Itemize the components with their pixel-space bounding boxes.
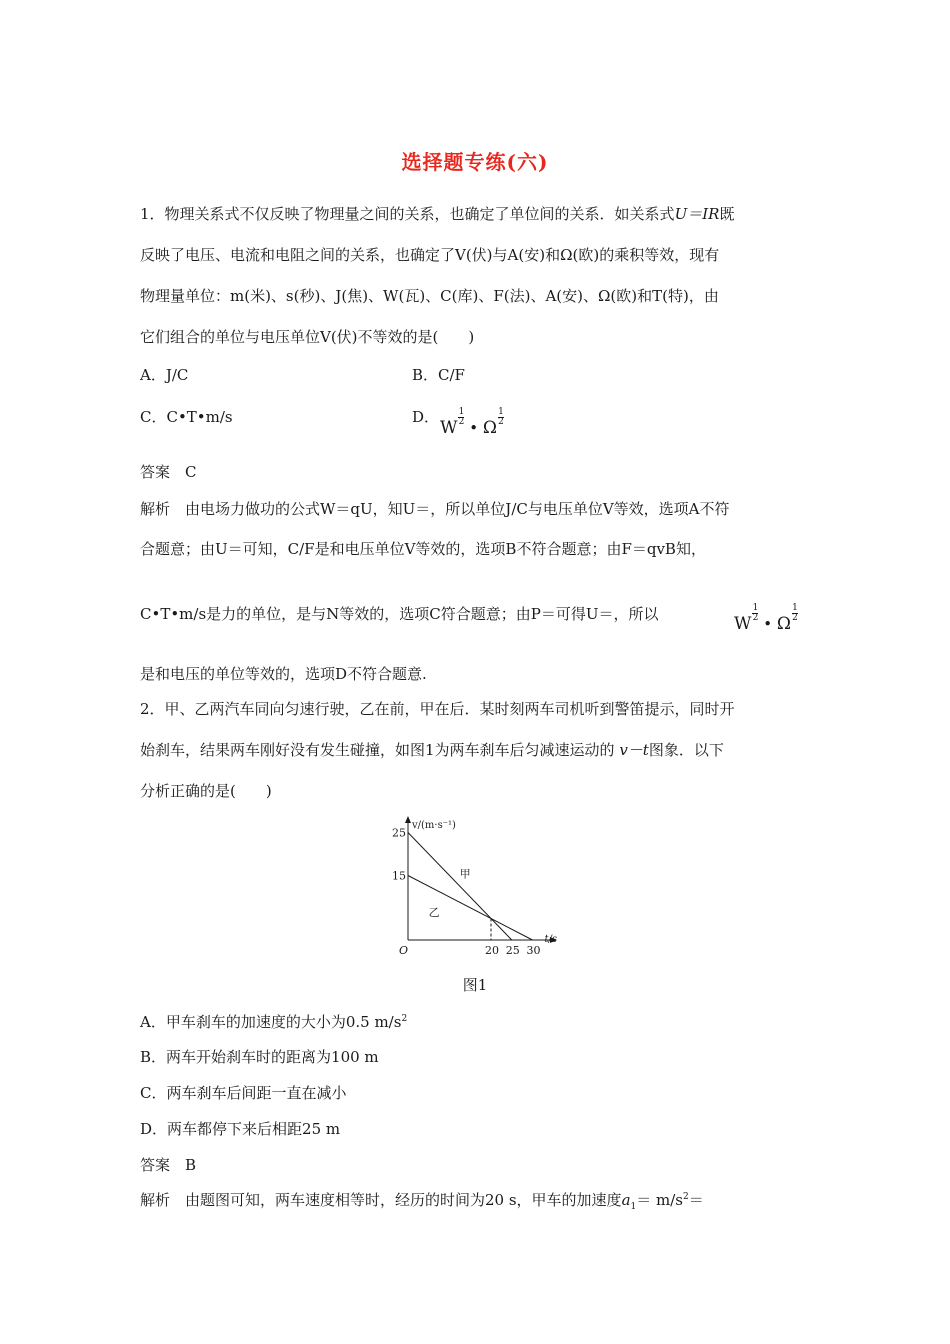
q1-formula: U＝IR [674, 205, 720, 223]
vt-chart-svg [370, 810, 570, 960]
vt-chart [370, 810, 570, 964]
q1-option-d: D． [412, 408, 440, 426]
q2-line-1: 2．甲、乙两汽车同向匀速行驶，乙在前，甲在后．某时刻两车司机听到警笛提示，同时开 [140, 700, 735, 718]
q2-option-c: C．两车刹车后间距一直在减小 [140, 1084, 347, 1102]
page-title: 选择题专练(六) [401, 150, 549, 174]
series-label: 乙 [428, 906, 440, 920]
q1-analysis-4: 是和电压的单位等效的，选项D不符合题意. [140, 665, 427, 683]
x-tick-label: 30 [526, 944, 541, 957]
y-axis-arrow [405, 816, 411, 823]
y-tick-label: 25 [392, 826, 406, 840]
q1-analysis-3: C•T•m/s是力的单位，是与N等效的，选项C符合题意；由P＝可得U＝，所以 [140, 605, 659, 623]
q2-option-d: D．两车都停下来后相距25 m [140, 1120, 341, 1138]
q2-analysis: 解析 由题图可知，两车速度相等时，经历的时间为20 s，甲车的加速度$a_1= m/s^2=$ [140, 1191, 704, 1212]
y-axis-label: v/(m·s⁻¹) [412, 820, 456, 831]
x-tick-label: 25 [505, 944, 520, 957]
q1-analysis-expr: W $\frac{1}{2}$ • Ω $\frac{1}{2}$ [734, 603, 798, 634]
q1-line-4: 它们组合的单位与电压单位V(伏)不等效的是( ) [140, 328, 475, 346]
q2-option-a: A．甲车刹车的加速度的大小为0.5 $m/s^2$ [140, 1013, 408, 1031]
y-tick-label: 15 [392, 869, 406, 883]
q1-line-2: 反映了电压、电流和电阻之间的关系，也确定了V(伏)与A(安)和Ω(欧)的乘积等效，现有 [140, 246, 720, 264]
x-tick-label: 20 [485, 944, 499, 957]
q1-line-3: 物理量单位：m(米)、s(秒)、J(焦)、W(瓦)、C(库)、F(法)、A(安)、Ω(欧)和T(特)，由 [140, 287, 719, 305]
q2-line-3: 分析正确的是( ) [140, 782, 272, 800]
q1-option-c: C．C•T•m/s [140, 408, 233, 426]
q2-option-b: B．两车开始刹车时的距离为100 m [140, 1048, 379, 1066]
q1-analysis-1: 解析 由电场力做功的公式W＝qU，知U＝，所以单位J/C与电压单位V等效，选项A不符 [140, 500, 730, 518]
q1-option-a: A．J/C [140, 366, 189, 384]
series-line [408, 876, 533, 941]
q1-line-1: 1．物理关系式不仅反映了物理量之间的关系，也确定了单位间的关系．如关系式U＝IR既 [140, 205, 735, 223]
q1-answer: 答案 C [140, 463, 197, 481]
x-axis-label: t/s [544, 934, 558, 945]
q2-line-2: 始刹车，结果两车刚好没有发生碰撞，如图1为两车刹车后匀减速运动的 v－t图象．以下 [140, 741, 724, 759]
series-line [408, 833, 512, 941]
origin-label: O [399, 944, 409, 957]
q1-option-d-expr: W $\frac{1}{2}$ • Ω $\frac{1}{2}$ [440, 407, 504, 438]
q2-answer: 答案 B [140, 1156, 197, 1174]
q1-analysis-2: 合题意；由U＝可知，C/F是和电压单位V等效的，选项B不符合题意；由F＝qvB知， [140, 540, 706, 558]
figure-caption: 图1 [462, 976, 488, 994]
series-label: 甲 [459, 867, 471, 881]
q1-option-b: B．C/F [412, 366, 465, 384]
